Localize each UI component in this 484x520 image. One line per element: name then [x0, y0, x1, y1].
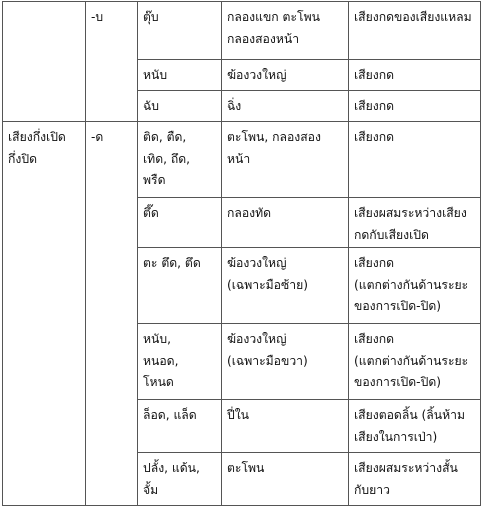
- word-cell: ตึ๊ด: [138, 198, 222, 248]
- word-cell: หนับ: [138, 60, 222, 91]
- instrument-cell: ปี่ใน: [222, 400, 349, 453]
- sound-cell: เสียงกด (แตกต่างกันด้านระยะ ของการเปิด-ปิด): [349, 324, 481, 400]
- instrument-cell: ฆ้องวงใหญ่: [222, 60, 349, 91]
- sound-cell: เสียงผสมระหว่างสั้น กับยาว: [349, 453, 481, 506]
- instrument-cell: กลองแขก ตะโพน กลองสองหน้า: [222, 2, 349, 60]
- sound-cell: เสียงกด (แตกต่างกันด้านระยะ ของการเปิด-ปิด): [349, 248, 481, 324]
- word-cell: ตะ ตึด, ตึด: [138, 248, 222, 324]
- table-row: [3, 122, 481, 198]
- word-cell: ปลั้ง, แด้น, จั้ม: [138, 453, 222, 506]
- instrument-cell: กลองทัด: [222, 198, 349, 248]
- word-cell: ติด, ตืด, เทิด, ถึด, พรืด: [138, 122, 222, 198]
- instrument-cell: ฉิ่ง: [222, 91, 349, 122]
- sound-table: [2, 1, 481, 506]
- word-cell: หนับ, หนอด, โหนด: [138, 324, 222, 400]
- category-cell: เสียงกึ่งเปิด กึ่งปิด: [3, 122, 86, 506]
- sound-cell: เสียงผสมระหว่างเสียง กดกับเสียงเปิด: [349, 198, 481, 248]
- table-row: [3, 2, 481, 60]
- sound-cell: เสียงกด: [349, 122, 481, 198]
- final-consonant-cell: -ด: [86, 122, 138, 506]
- instrument-cell: ตะโพน, กลองสองหน้า: [222, 122, 349, 198]
- instrument-cell: ฆ้องวงใหญ่ (เฉพาะมือขวา): [222, 324, 349, 400]
- final-consonant-cell: -บ: [86, 2, 138, 122]
- sound-cell: เสียงกดของเสียงแหลม: [349, 2, 481, 60]
- instrument-cell: ฆ้องวงใหญ่ (เฉพาะมือซ้าย): [222, 248, 349, 324]
- word-cell: ตุ๊บ: [138, 2, 222, 60]
- sound-cell: เสียงกด: [349, 60, 481, 91]
- sound-cell: เสียงตอดลิ้น (ลิ้นห้าม เสียงในการเป่า): [349, 400, 481, 453]
- category-cell: [3, 2, 86, 122]
- instrument-cell: ตะโพน: [222, 453, 349, 506]
- sound-cell: เสียงกด: [349, 91, 481, 122]
- word-cell: ฉับ: [138, 91, 222, 122]
- word-cell: ล็อด, แล็ด: [138, 400, 222, 453]
